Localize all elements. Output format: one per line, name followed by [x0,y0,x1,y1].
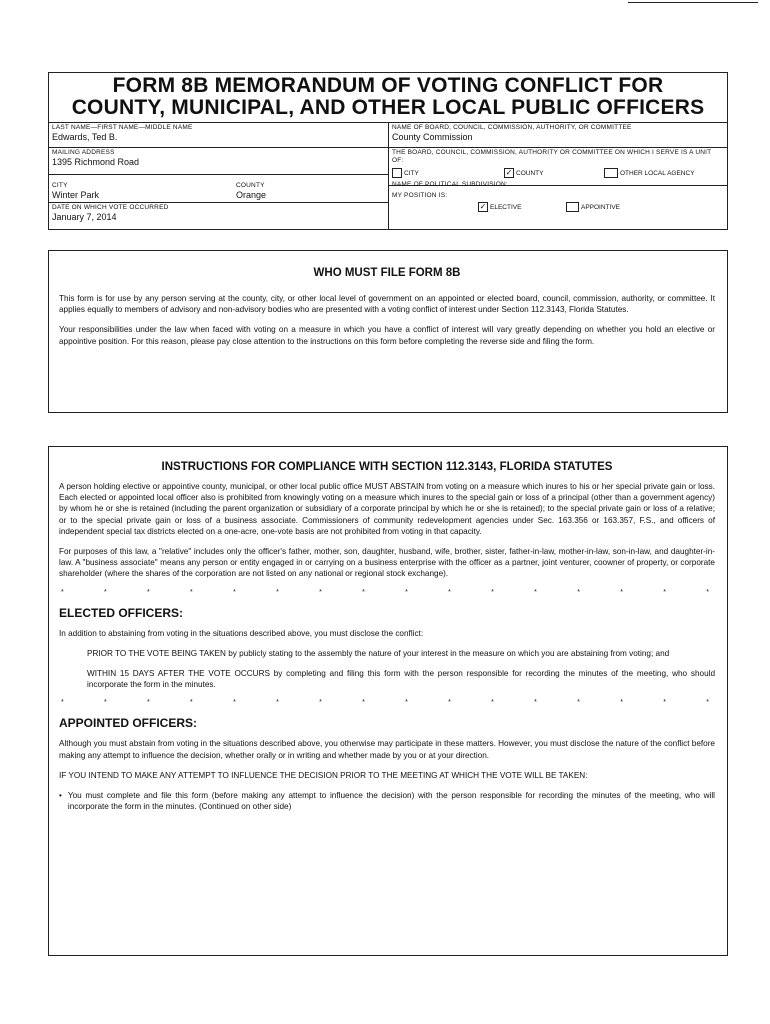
instructions-section [48,446,728,956]
instructions-title: INSTRUCTIONS FOR COMPLIANCE WITH SECTION 112.3143, FLORIDA STATUTES [161,461,613,473]
bullet-1-text: You must complete and file this form (before making any attempt to influence the decision) with the person responsible for recording the minutes of the meeting, who will incorporate the form in the minutes. (Continued on other side) [67,791,715,812]
star-icon: * [663,699,666,707]
right-column [389,123,727,229]
other-agency-checkbox[interactable] [604,168,618,178]
elective-label: ELECTIVE [490,203,522,211]
star-icon: * [233,588,236,596]
form-header-box [48,72,728,230]
date-label: DATE ON WHICH VOTE OCCURRED [52,204,169,211]
star-icon: * [706,588,709,596]
city-value[interactable]: Winter Park [52,190,100,200]
unit-options [392,168,724,178]
star-icon: * [276,699,279,707]
star-divider-1 [59,589,715,596]
elected-paragraph-3: WITHIN 15 DAYS AFTER THE VOTE OCCURS by completing and filing this form with the person responsible for recording the minutes of the meeting, who should incorporate the form in the minutes. [87,669,715,690]
star-icon: * [362,699,365,707]
appointive-checkbox[interactable] [566,202,579,212]
star-icon: * [534,588,537,596]
check-mark-icon: ✓ [479,202,487,211]
star-icon: * [362,588,365,596]
board-cell [389,123,727,148]
position-option-elective[interactable] [478,202,562,212]
star-icon: * [276,588,279,596]
position-options [392,202,724,212]
star-icon: * [405,699,408,707]
county-value[interactable]: Orange [236,190,267,200]
elected-paragraph-1: In addition to abstaining from voting in the situations described above, you must disclose the conflict: [59,628,424,638]
form-title [49,73,727,123]
star-icon: * [448,699,451,707]
city-field [52,176,201,200]
who-must-file-section [48,250,728,413]
name-label: LAST NAME—FIRST NAME—MIDDLE NAME [52,124,193,131]
star-icon: * [663,588,666,596]
mailing-cell [49,148,388,175]
subdivision-label: NAME OF POLITICAL SUBDIVISION: [392,181,508,188]
city-checkbox[interactable] [392,168,402,178]
star-icon: * [577,588,580,596]
star-icon: * [61,588,64,596]
title-line-2: COUNTY, MUNICIPAL, AND OTHER LOCAL PUBLIC OFFICERS [71,96,705,119]
star-icon: * [448,588,451,596]
star-divider-2 [59,699,715,706]
unit-option-city[interactable] [392,168,500,178]
unit-option-county[interactable] [504,168,600,178]
star-icon: * [104,588,107,596]
who-paragraph-1: This form is for use by any person serving at the county, city, or other local level of government on an appointed or elected board, council, commission, authority, or committee. It applies equally to members of advisory and non-advisory bodies who are presented with a voting conflict of interest under Section 112.3143, Florida Statutes. [59,294,715,315]
appointed-paragraph-1: Although you must abstain from voting in the situations described above, you otherwise may participate in these matters. However, you must disclose the nature of the conflict before making any attempt to influence the decision, whether orally or in writing and whether made by you or at your direction. [59,739,715,760]
star-icon: * [147,588,150,596]
check-mark-icon: ✓ [505,168,513,177]
star-icon: * [577,699,580,707]
left-column [49,123,389,229]
appointed-paragraph-2: IF YOU INTEND TO MAKE ANY ATTEMPT TO INFLUENCE THE DECISION PRIOR TO THE MEETING AT WHICH THE VOTE WILL BE TAKEN: [59,770,588,780]
star-icon: * [491,588,494,596]
unit-label: THE BOARD, COUNCIL, COMMISSION, AUTHORITY OR COMMITTEE ON WHICH I SERVE IS A UNIT OF: [392,149,712,164]
unit-option-other[interactable] [604,168,695,178]
other-option-label: OTHER LOCAL AGENCY [620,169,695,177]
star-icon: * [491,699,494,707]
star-icon: * [405,588,408,596]
star-icon: * [620,588,623,596]
county-label: COUNTY [236,182,265,189]
star-icon: * [147,699,150,707]
elected-paragraph-2: PRIOR TO THE VOTE BEING TAKEN by publicly stating to the assembly the nature of your interest in the measure on which you are abstaining from voting; and [87,648,670,658]
elected-officers-heading: ELECTED OFFICERS: [59,605,184,620]
star-icon: * [233,699,236,707]
appointive-label: APPOINTIVE [581,203,621,211]
top-rule [628,2,758,3]
elective-checkbox[interactable] [478,202,488,212]
county-checkbox[interactable] [504,168,514,178]
city-label: CITY [52,182,68,189]
mailing-value[interactable]: 1395 Richmond Road [52,157,140,167]
name-value[interactable]: Edwards, Ted B. [52,132,118,142]
star-icon: * [319,699,322,707]
county-option-label: COUNTY [516,169,544,177]
star-icon: * [534,699,537,707]
city-option-label: CITY [404,169,419,177]
instructions-paragraph-2: For purposes of this law, a "relative" includes only the officer's father, mother, son, daughter, husband, wife, brother, sister, father-in-law, mother-in-law, son-in-law, and daughter-in-law. A "business associate" means any person or entity engaged in or carrying on a business enterprise with the officer as a partner, joint venturer, coowner of property, or corporate shareholder (where the shares of the corporation are not listed on any national or regional stock exchange). [59,547,715,579]
star-icon: * [61,699,64,707]
position-cell [389,186,727,229]
info-grid [49,123,727,229]
star-icon: * [190,699,193,707]
star-icon: * [319,588,322,596]
unit-cell [389,148,727,186]
position-label: MY POSITION IS: [392,192,448,199]
who-paragraph-2: Your responsibilities under the law when faced with voting on a measure in which you have a conflict of interest will vary greatly depending on whether you hold an elective or appointive position. For this reason, please pay close attention to the instructions on this form before completing the reverse side and filing the form. [59,325,715,346]
star-icon: * [706,699,709,707]
city-county-cell [49,175,388,203]
board-label: NAME OF BOARD, COUNCIL, COMMISSION, AUTHORITY, OR COMMITTEE [392,124,632,131]
bullet-icon: • [59,791,62,801]
title-line-1: FORM 8B MEMORANDUM OF VOTING CONFLICT FOR [112,74,664,97]
instructions-paragraph-1: A person holding elective or appointive county, municipal, or other local public office MUST ABSTAIN from voting on a measure which inures to his or her special private gain or loss. Each elected or appointed local officer also is prohibited from knowingly voting on a measure which inures to the special gain or loss of a principal (other than a government agency) by whom he or she is retained (including the parent organization or subsidiary of a corporate principal by which he or she is retained); to the special private gain or loss of a relative; or to the special private gain or loss of a business associate. Commissioners of community redevelopment agencies under Sec. 163.356 or 163.357, F.S., and officers of independent special tax districts elected on a one-acre, one-vote basis are not prohibited from voting in that capacity. [59,482,715,536]
appointed-bullet-1 [59,790,715,812]
date-value[interactable]: January 7, 2014 [52,212,117,222]
star-icon: * [190,588,193,596]
date-cell [49,203,388,229]
mailing-label: MAILING ADDRESS [52,149,115,156]
board-value[interactable]: County Commission [392,132,473,142]
position-option-appointive[interactable] [566,202,620,212]
who-title: WHO MUST FILE FORM 8B [313,267,461,279]
star-icon: * [104,699,107,707]
county-field [201,176,385,200]
appointed-officers-heading: APPOINTED OFFICERS: [59,716,198,731]
star-icon: * [620,699,623,707]
name-cell [49,123,388,148]
